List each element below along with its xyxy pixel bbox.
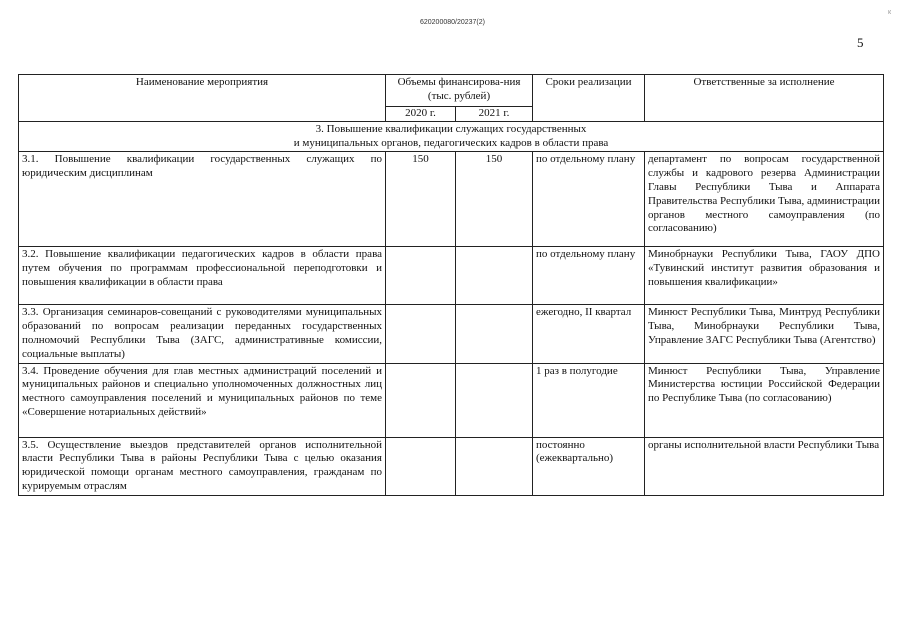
section-title-line2: и муниципальных органов, педагогических кадров в области права bbox=[293, 136, 609, 149]
header-name: Наименование мероприятия bbox=[19, 75, 386, 122]
table-row bbox=[19, 152, 884, 247]
row-responsible: департамент по вопросам государственной службы и кадрового резерва Администрации Главы Республики Тыва и Аппарата Правительства Республики Тыва, администрации органов местного самоуправления (по согласованию) bbox=[645, 152, 884, 247]
row-funding-2021 bbox=[456, 363, 533, 437]
row-terms: по отдельному плану bbox=[533, 152, 645, 247]
row-activity-name: 3.5. Осуществление выездов представителей органов исполнительной власти Республики Тыва в районы Республики Тыва с целью оказания юридической помощи органам местного самоуправления, гражданам по курируемым отраслям bbox=[19, 437, 386, 495]
header-responsible: Ответственные за исполнение bbox=[645, 75, 884, 122]
header-year-2020: 2020 г. bbox=[386, 107, 456, 122]
corner-mark: к bbox=[887, 9, 891, 16]
row-responsible: Минюст Республики Тыва, Минтруд Республики Тыва, Минобрнауки Республики Тыва, Управление ЗАГС Республики Тыва (Агентство) bbox=[645, 305, 884, 363]
row-terms: ежегодно, II квартал bbox=[533, 305, 645, 363]
row-responsible: Минюст Республики Тыва, Управление Министерства юстиции Российской Федерации по Республике Тыва (по согласованию) bbox=[645, 363, 884, 437]
table-header-row bbox=[19, 75, 884, 107]
row-funding-2021 bbox=[456, 305, 533, 363]
row-funding-2020 bbox=[386, 247, 456, 305]
table-row bbox=[19, 247, 884, 305]
activities-table bbox=[18, 74, 884, 496]
row-funding-2020 bbox=[386, 305, 456, 363]
header-funding: Объемы финансирова-ния (тыс. рублей) bbox=[386, 75, 533, 107]
table-row bbox=[19, 363, 884, 437]
row-terms: постоянно (ежеквартально) bbox=[533, 437, 645, 495]
section-title-line1: 3. Повышение квалификации служащих государственных bbox=[315, 122, 587, 135]
section-title bbox=[19, 121, 884, 152]
row-activity-name: 3.1. Повышение квалификации государственных служащих по юридическим дисциплинам bbox=[19, 152, 386, 247]
header-year-2021: 2021 г. bbox=[456, 107, 533, 122]
row-funding-2020: 150 bbox=[386, 152, 456, 247]
row-funding-2020 bbox=[386, 363, 456, 437]
row-funding-2021 bbox=[456, 247, 533, 305]
row-responsible: Минобрнауки Республики Тыва, ГАОУ ДПО «Тувинский институт развития образования и повышения квалификации» bbox=[645, 247, 884, 305]
table-row bbox=[19, 437, 884, 495]
row-funding-2021: 150 bbox=[456, 152, 533, 247]
row-activity-name: 3.4. Проведение обучения для глав местных администраций поселений и муниципальных районов и специально уполномоченных должностных лиц местного самоуправления поселений и муниципальных районов по теме «Совершение нотариальных действий» bbox=[19, 363, 386, 437]
row-terms: 1 раз в полугодие bbox=[533, 363, 645, 437]
page-number: 5 bbox=[857, 35, 864, 50]
row-funding-2020 bbox=[386, 437, 456, 495]
row-responsible: органы исполнительной власти Республики Тыва bbox=[645, 437, 884, 495]
section-row bbox=[19, 121, 884, 152]
row-funding-2021 bbox=[456, 437, 533, 495]
header-terms: Сроки реализации bbox=[533, 75, 645, 122]
table-row bbox=[19, 305, 884, 363]
document-code: 620200080/20237(2) bbox=[419, 19, 485, 26]
row-terms: по отдельному плану bbox=[533, 247, 645, 305]
row-activity-name: 3.3. Организация семинаров-совещаний с руководителями муниципальных образований по вопросам реализации переданных государственных полномочий Республики Тыва (ЗАГС, административные комиссии, социальные выплаты) bbox=[19, 305, 386, 363]
row-activity-name: 3.2. Повышение квалификации педагогических кадров в области права путем обучения по программам профессиональной переподготовки и повышения квалификации в области права bbox=[19, 247, 386, 305]
